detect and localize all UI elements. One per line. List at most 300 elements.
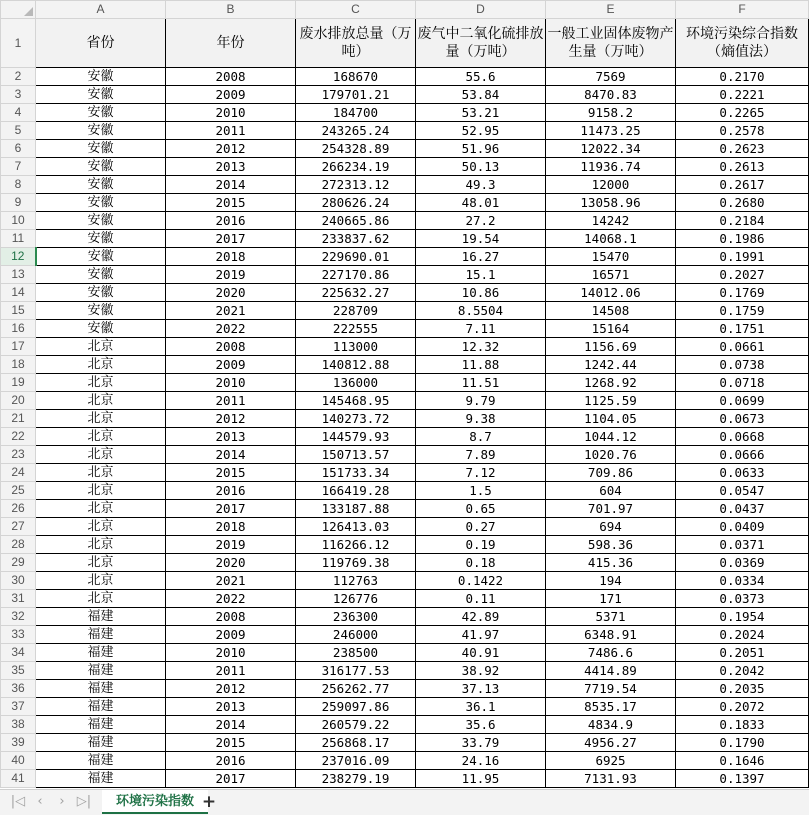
pollution-index-cell[interactable]: 0.0673 [676,410,809,428]
column-header-e[interactable]: E [546,1,676,19]
wastewater-cell[interactable]: 266234.19 [296,158,416,176]
pollution-index-cell[interactable]: 0.2170 [676,68,809,86]
row-header[interactable]: 21 [1,410,36,428]
so2-cell[interactable]: 51.96 [416,140,546,158]
solid-waste-cell[interactable]: 14012.06 [546,284,676,302]
so2-cell[interactable]: 35.6 [416,716,546,734]
province-cell[interactable]: 安徽 [36,104,166,122]
row-header[interactable]: 34 [1,644,36,662]
solid-waste-cell[interactable]: 1044.12 [546,428,676,446]
year-cell[interactable]: 2010 [166,644,296,662]
solid-waste-cell[interactable]: 4834.9 [546,716,676,734]
province-cell[interactable]: 福建 [36,644,166,662]
add-sheet-icon[interactable]: + [201,792,217,812]
row-header[interactable]: 26 [1,500,36,518]
province-cell[interactable]: 北京 [36,428,166,446]
year-cell[interactable]: 2021 [166,572,296,590]
province-cell[interactable]: 福建 [36,752,166,770]
column-header-a[interactable]: A [36,1,166,19]
year-cell[interactable]: 2015 [166,464,296,482]
pollution-index-cell[interactable]: 0.1751 [676,320,809,338]
solid-waste-cell[interactable]: 1104.05 [546,410,676,428]
province-cell[interactable]: 安徽 [36,194,166,212]
wastewater-cell[interactable]: 179701.21 [296,86,416,104]
year-cell[interactable]: 2015 [166,734,296,752]
solid-waste-cell[interactable]: 7486.6 [546,644,676,662]
wastewater-cell[interactable]: 184700 [296,104,416,122]
year-cell[interactable]: 2018 [166,248,296,266]
wastewater-cell[interactable]: 126413.03 [296,518,416,536]
solid-waste-cell[interactable]: 6925 [546,752,676,770]
pollution-index-cell[interactable]: 0.2027 [676,266,809,284]
row-header[interactable]: 27 [1,518,36,536]
header-cell-pollution-index[interactable]: 环境污染综合指数（熵值法） [676,19,809,68]
row-header[interactable]: 19 [1,374,36,392]
row-header[interactable]: 36 [1,680,36,698]
so2-cell[interactable]: 15.1 [416,266,546,284]
so2-cell[interactable]: 11.95 [416,770,546,788]
year-cell[interactable]: 2009 [166,86,296,104]
year-cell[interactable]: 2014 [166,716,296,734]
province-cell[interactable]: 福建 [36,770,166,788]
pollution-index-cell[interactable]: 0.0437 [676,500,809,518]
wastewater-cell[interactable]: 316177.53 [296,662,416,680]
pollution-index-cell[interactable]: 0.2221 [676,86,809,104]
year-cell[interactable]: 2011 [166,122,296,140]
solid-waste-cell[interactable]: 7131.93 [546,770,676,788]
pollution-index-cell[interactable]: 0.0373 [676,590,809,608]
solid-waste-cell[interactable]: 13058.96 [546,194,676,212]
year-cell[interactable]: 2016 [166,482,296,500]
row-header[interactable]: 35 [1,662,36,680]
wastewater-cell[interactable]: 240665.86 [296,212,416,230]
row-header[interactable]: 13 [1,266,36,284]
next-sheet-icon[interactable]: › [59,794,65,809]
province-cell[interactable]: 北京 [36,536,166,554]
year-cell[interactable]: 2021 [166,302,296,320]
so2-cell[interactable]: 0.18 [416,554,546,572]
province-cell[interactable]: 安徽 [36,284,166,302]
solid-waste-cell[interactable]: 7719.54 [546,680,676,698]
province-cell[interactable]: 福建 [36,734,166,752]
so2-cell[interactable]: 1.5 [416,482,546,500]
so2-cell[interactable]: 9.38 [416,410,546,428]
row-header[interactable]: 29 [1,554,36,572]
wastewater-cell[interactable]: 140812.88 [296,356,416,374]
year-cell[interactable]: 2019 [166,536,296,554]
so2-cell[interactable]: 7.12 [416,464,546,482]
so2-cell[interactable]: 0.11 [416,590,546,608]
pollution-index-cell[interactable]: 0.1759 [676,302,809,320]
province-cell[interactable]: 北京 [36,554,166,572]
year-cell[interactable]: 2016 [166,752,296,770]
row-header[interactable]: 25 [1,482,36,500]
province-cell[interactable]: 安徽 [36,122,166,140]
row-header[interactable]: 10 [1,212,36,230]
row-header[interactable]: 18 [1,356,36,374]
year-cell[interactable]: 2020 [166,554,296,572]
row-header[interactable]: 17 [1,338,36,356]
prev-sheet-icon[interactable]: ‹ [37,794,43,809]
solid-waste-cell[interactable]: 14242 [546,212,676,230]
solid-waste-cell[interactable]: 11473.25 [546,122,676,140]
wastewater-cell[interactable]: 259097.86 [296,698,416,716]
province-cell[interactable]: 安徽 [36,86,166,104]
pollution-index-cell[interactable]: 0.1769 [676,284,809,302]
year-cell[interactable]: 2008 [166,338,296,356]
solid-waste-cell[interactable]: 171 [546,590,676,608]
wastewater-cell[interactable]: 256868.17 [296,734,416,752]
pollution-index-cell[interactable]: 0.0409 [676,518,809,536]
pollution-index-cell[interactable]: 0.0371 [676,536,809,554]
pollution-index-cell[interactable]: 0.1646 [676,752,809,770]
province-cell[interactable]: 北京 [36,374,166,392]
pollution-index-cell[interactable]: 0.0661 [676,338,809,356]
solid-waste-cell[interactable]: 15470 [546,248,676,266]
solid-waste-cell[interactable]: 694 [546,518,676,536]
so2-cell[interactable]: 49.3 [416,176,546,194]
so2-cell[interactable]: 41.97 [416,626,546,644]
pollution-index-cell[interactable]: 0.2265 [676,104,809,122]
year-cell[interactable]: 2012 [166,140,296,158]
row-header[interactable]: 31 [1,590,36,608]
pollution-index-cell[interactable]: 0.2072 [676,698,809,716]
year-cell[interactable]: 2010 [166,374,296,392]
solid-waste-cell[interactable]: 7569 [546,68,676,86]
pollution-index-cell[interactable]: 0.2613 [676,158,809,176]
pollution-index-cell[interactable]: 0.2617 [676,176,809,194]
year-cell[interactable]: 2015 [166,194,296,212]
province-cell[interactable]: 福建 [36,626,166,644]
wastewater-cell[interactable]: 116266.12 [296,536,416,554]
so2-cell[interactable]: 0.27 [416,518,546,536]
so2-cell[interactable]: 11.51 [416,374,546,392]
year-cell[interactable]: 2017 [166,230,296,248]
province-cell[interactable]: 北京 [36,590,166,608]
row-header[interactable]: 2 [1,68,36,86]
pollution-index-cell[interactable]: 0.1833 [676,716,809,734]
province-cell[interactable]: 安徽 [36,320,166,338]
row-header[interactable]: 39 [1,734,36,752]
year-cell[interactable]: 2017 [166,500,296,518]
so2-cell[interactable]: 37.13 [416,680,546,698]
pollution-index-cell[interactable]: 0.0738 [676,356,809,374]
row-header[interactable]: 40 [1,752,36,770]
year-cell[interactable]: 2018 [166,518,296,536]
pollution-index-cell[interactable]: 0.2035 [676,680,809,698]
wastewater-cell[interactable]: 256262.77 [296,680,416,698]
wastewater-cell[interactable]: 166419.28 [296,482,416,500]
wastewater-cell[interactable]: 151733.34 [296,464,416,482]
so2-cell[interactable]: 7.89 [416,446,546,464]
row-header[interactable]: 6 [1,140,36,158]
province-cell[interactable]: 福建 [36,608,166,626]
year-cell[interactable]: 2009 [166,356,296,374]
so2-cell[interactable]: 33.79 [416,734,546,752]
solid-waste-cell[interactable]: 8535.17 [546,698,676,716]
province-cell[interactable]: 福建 [36,662,166,680]
pollution-index-cell[interactable]: 0.2578 [676,122,809,140]
row-header[interactable]: 24 [1,464,36,482]
wastewater-cell[interactable]: 227170.86 [296,266,416,284]
so2-cell[interactable]: 40.91 [416,644,546,662]
wastewater-cell[interactable]: 246000 [296,626,416,644]
year-cell[interactable]: 2017 [166,770,296,788]
year-cell[interactable]: 2013 [166,158,296,176]
solid-waste-cell[interactable]: 1242.44 [546,356,676,374]
so2-cell[interactable]: 27.2 [416,212,546,230]
row-header[interactable]: 41 [1,770,36,788]
row-header[interactable]: 16 [1,320,36,338]
solid-waste-cell[interactable]: 701.97 [546,500,676,518]
pollution-index-cell[interactable]: 0.2623 [676,140,809,158]
solid-waste-cell[interactable]: 9158.2 [546,104,676,122]
province-cell[interactable]: 安徽 [36,212,166,230]
province-cell[interactable]: 北京 [36,482,166,500]
pollution-index-cell[interactable]: 0.2051 [676,644,809,662]
province-cell[interactable]: 安徽 [36,68,166,86]
so2-cell[interactable]: 9.79 [416,392,546,410]
select-all-corner[interactable] [1,1,36,19]
header-cell-province[interactable]: 省份 [36,19,166,68]
row-header[interactable]: 1 [1,19,36,68]
solid-waste-cell[interactable]: 598.36 [546,536,676,554]
first-sheet-icon[interactable]: |◁ [10,794,26,809]
province-cell[interactable]: 北京 [36,410,166,428]
so2-cell[interactable]: 38.92 [416,662,546,680]
wastewater-cell[interactable]: 236300 [296,608,416,626]
row-header[interactable]: 20 [1,392,36,410]
year-cell[interactable]: 2008 [166,68,296,86]
solid-waste-cell[interactable]: 16571 [546,266,676,284]
solid-waste-cell[interactable]: 8470.83 [546,86,676,104]
province-cell[interactable]: 北京 [36,356,166,374]
solid-waste-cell[interactable]: 14068.1 [546,230,676,248]
so2-cell[interactable]: 53.21 [416,104,546,122]
year-cell[interactable]: 2014 [166,446,296,464]
so2-cell[interactable]: 19.54 [416,230,546,248]
province-cell[interactable]: 安徽 [36,248,166,266]
row-header[interactable]: 9 [1,194,36,212]
province-cell[interactable]: 福建 [36,716,166,734]
pollution-index-cell[interactable]: 0.2184 [676,212,809,230]
pollution-index-cell[interactable]: 0.1790 [676,734,809,752]
so2-cell[interactable]: 0.19 [416,536,546,554]
province-cell[interactable]: 安徽 [36,230,166,248]
pollution-index-cell[interactable]: 0.0668 [676,428,809,446]
wastewater-cell[interactable]: 113000 [296,338,416,356]
solid-waste-cell[interactable]: 194 [546,572,676,590]
so2-cell[interactable]: 16.27 [416,248,546,266]
so2-cell[interactable]: 10.86 [416,284,546,302]
so2-cell[interactable]: 24.16 [416,752,546,770]
so2-cell[interactable]: 8.7 [416,428,546,446]
province-cell[interactable]: 福建 [36,698,166,716]
year-cell[interactable]: 2022 [166,590,296,608]
pollution-index-cell[interactable]: 0.1986 [676,230,809,248]
so2-cell[interactable]: 0.65 [416,500,546,518]
year-cell[interactable]: 2020 [166,284,296,302]
wastewater-cell[interactable]: 228709 [296,302,416,320]
row-header[interactable]: 23 [1,446,36,464]
province-cell[interactable]: 北京 [36,518,166,536]
row-header[interactable]: 4 [1,104,36,122]
solid-waste-cell[interactable]: 1125.59 [546,392,676,410]
wastewater-cell[interactable]: 280626.24 [296,194,416,212]
so2-cell[interactable]: 42.89 [416,608,546,626]
row-header[interactable]: 30 [1,572,36,590]
wastewater-cell[interactable]: 225632.27 [296,284,416,302]
province-cell[interactable]: 福建 [36,680,166,698]
solid-waste-cell[interactable]: 709.86 [546,464,676,482]
wastewater-cell[interactable]: 136000 [296,374,416,392]
year-cell[interactable]: 2012 [166,410,296,428]
so2-cell[interactable]: 52.95 [416,122,546,140]
pollution-index-cell[interactable]: 0.2680 [676,194,809,212]
year-cell[interactable]: 2009 [166,626,296,644]
pollution-index-cell[interactable]: 0.2042 [676,662,809,680]
year-cell[interactable]: 2013 [166,698,296,716]
wastewater-cell[interactable]: 229690.01 [296,248,416,266]
wastewater-cell[interactable]: 238279.19 [296,770,416,788]
province-cell[interactable]: 安徽 [36,140,166,158]
row-header[interactable]: 14 [1,284,36,302]
year-cell[interactable]: 2016 [166,212,296,230]
so2-cell[interactable]: 36.1 [416,698,546,716]
year-cell[interactable]: 2010 [166,104,296,122]
wastewater-cell[interactable]: 222555 [296,320,416,338]
pollution-index-cell[interactable]: 0.0547 [676,482,809,500]
pollution-index-cell[interactable]: 0.0699 [676,392,809,410]
solid-waste-cell[interactable]: 15164 [546,320,676,338]
year-cell[interactable]: 2011 [166,392,296,410]
province-cell[interactable]: 北京 [36,338,166,356]
solid-waste-cell[interactable]: 14508 [546,302,676,320]
province-cell[interactable]: 安徽 [36,302,166,320]
solid-waste-cell[interactable]: 1156.69 [546,338,676,356]
year-cell[interactable]: 2019 [166,266,296,284]
province-cell[interactable]: 北京 [36,446,166,464]
sheet-tab-pollution-index[interactable]: 环境污染指数 [102,790,208,814]
province-cell[interactable]: 北京 [36,464,166,482]
row-header[interactable]: 28 [1,536,36,554]
wastewater-cell[interactable]: 238500 [296,644,416,662]
row-header[interactable]: 5 [1,122,36,140]
row-header[interactable]: 22 [1,428,36,446]
year-cell[interactable]: 2022 [166,320,296,338]
solid-waste-cell[interactable]: 4414.89 [546,662,676,680]
solid-waste-cell[interactable]: 5371 [546,608,676,626]
header-cell-so2[interactable]: 废气中二氧化硫排放量（万吨） [416,19,546,68]
row-header[interactable]: 8 [1,176,36,194]
pollution-index-cell[interactable]: 0.0666 [676,446,809,464]
row-header[interactable]: 3 [1,86,36,104]
solid-waste-cell[interactable]: 11936.74 [546,158,676,176]
pollution-index-cell[interactable]: 0.0633 [676,464,809,482]
row-header[interactable]: 11 [1,230,36,248]
row-header[interactable]: 38 [1,716,36,734]
solid-waste-cell[interactable]: 1268.92 [546,374,676,392]
row-header[interactable]: 32 [1,608,36,626]
year-cell[interactable]: 2012 [166,680,296,698]
wastewater-cell[interactable]: 233837.62 [296,230,416,248]
so2-cell[interactable]: 55.6 [416,68,546,86]
pollution-index-cell[interactable]: 0.0334 [676,572,809,590]
year-cell[interactable]: 2013 [166,428,296,446]
so2-cell[interactable]: 0.1422 [416,572,546,590]
province-cell[interactable]: 北京 [36,392,166,410]
column-header-b[interactable]: B [166,1,296,19]
wastewater-cell[interactable]: 119769.38 [296,554,416,572]
header-cell-wastewater[interactable]: 废水排放总量（万吨） [296,19,416,68]
column-header-d[interactable]: D [416,1,546,19]
wastewater-cell[interactable]: 254328.89 [296,140,416,158]
header-cell-year[interactable]: 年份 [166,19,296,68]
row-header[interactable]: 12 [1,248,36,266]
wastewater-cell[interactable]: 140273.72 [296,410,416,428]
pollution-index-cell[interactable]: 0.1397 [676,770,809,788]
wastewater-cell[interactable]: 133187.88 [296,500,416,518]
wastewater-cell[interactable]: 150713.57 [296,446,416,464]
wastewater-cell[interactable]: 168670 [296,68,416,86]
solid-waste-cell[interactable]: 6348.91 [546,626,676,644]
row-header[interactable]: 33 [1,626,36,644]
pollution-index-cell[interactable]: 0.2024 [676,626,809,644]
solid-waste-cell[interactable]: 604 [546,482,676,500]
province-cell[interactable]: 安徽 [36,266,166,284]
row-header[interactable]: 15 [1,302,36,320]
wastewater-cell[interactable]: 145468.95 [296,392,416,410]
so2-cell[interactable]: 11.88 [416,356,546,374]
so2-cell[interactable]: 50.13 [416,158,546,176]
row-header[interactable]: 7 [1,158,36,176]
province-cell[interactable]: 安徽 [36,176,166,194]
wastewater-cell[interactable]: 272313.12 [296,176,416,194]
province-cell[interactable]: 北京 [36,572,166,590]
wastewater-cell[interactable]: 237016.09 [296,752,416,770]
year-cell[interactable]: 2011 [166,662,296,680]
wastewater-cell[interactable]: 260579.22 [296,716,416,734]
wastewater-cell[interactable]: 243265.24 [296,122,416,140]
header-cell-solid-waste[interactable]: 一般工业固体废物产生量（万吨） [546,19,676,68]
so2-cell[interactable]: 7.11 [416,320,546,338]
wastewater-cell[interactable]: 112763 [296,572,416,590]
row-header[interactable]: 37 [1,698,36,716]
so2-cell[interactable]: 8.5504 [416,302,546,320]
pollution-index-cell[interactable]: 0.1954 [676,608,809,626]
so2-cell[interactable]: 12.32 [416,338,546,356]
solid-waste-cell[interactable]: 415.36 [546,554,676,572]
column-header-f[interactable]: F [676,1,809,19]
solid-waste-cell[interactable]: 4956.27 [546,734,676,752]
so2-cell[interactable]: 53.84 [416,86,546,104]
pollution-index-cell[interactable]: 0.0369 [676,554,809,572]
solid-waste-cell[interactable]: 1020.76 [546,446,676,464]
wastewater-cell[interactable]: 126776 [296,590,416,608]
last-sheet-icon[interactable]: ▷| [76,794,92,809]
province-cell[interactable]: 安徽 [36,158,166,176]
so2-cell[interactable]: 48.01 [416,194,546,212]
pollution-index-cell[interactable]: 0.1991 [676,248,809,266]
year-cell[interactable]: 2014 [166,176,296,194]
solid-waste-cell[interactable]: 12022.34 [546,140,676,158]
solid-waste-cell[interactable]: 12000 [546,176,676,194]
year-cell[interactable]: 2008 [166,608,296,626]
wastewater-cell[interactable]: 144579.93 [296,428,416,446]
province-cell[interactable]: 北京 [36,500,166,518]
pollution-index-cell[interactable]: 0.0718 [676,374,809,392]
column-header-c[interactable]: C [296,1,416,19]
